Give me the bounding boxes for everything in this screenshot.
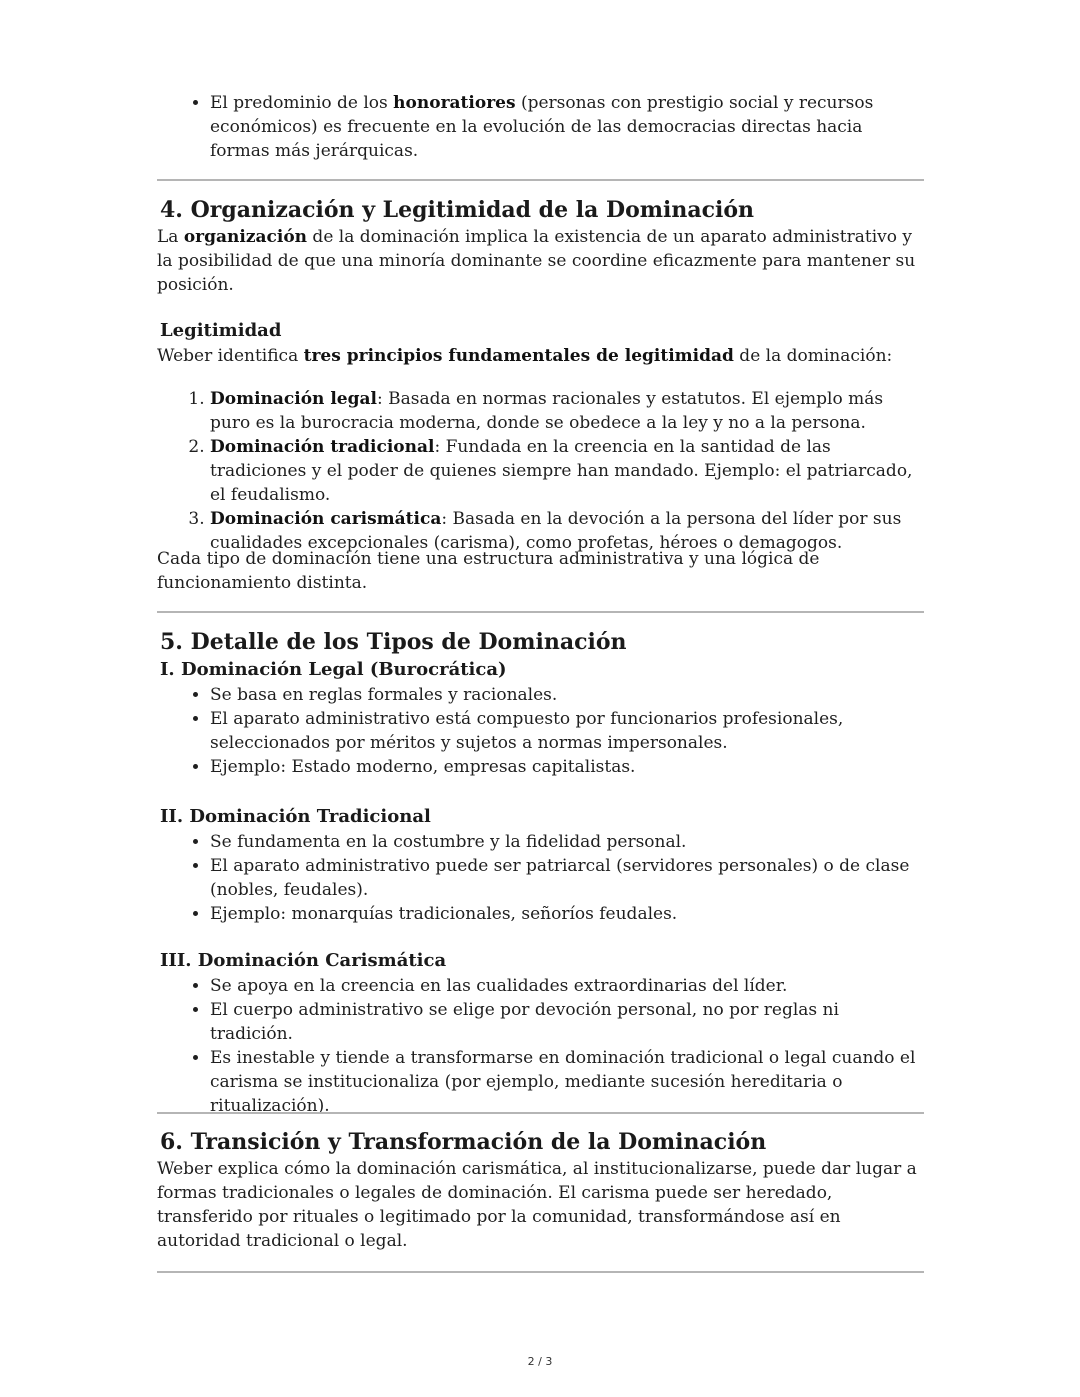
list-item: • Se basa en reglas formales y racionales. [210,683,924,707]
paragraph: Weber identifica tres principios fundamentales de legitimidad de la dominación: [157,346,893,366]
intro-block [157,91,924,163]
list-item: • Se fundamenta en la costumbre y la fidelidad personal. [210,830,924,854]
subsection-title: I. Dominación Legal (Burocrática) [160,659,507,680]
section-title: 4. Organización y Legitimidad de la Dominación [160,197,755,223]
list-item: • Se apoya en la creencia en las cualidades extraordinarias del líder. [210,974,924,998]
section-title: 6. Transición y Transformación de la Dominación [160,1129,767,1155]
section-divider [157,179,924,181]
section-divider [157,1112,924,1114]
page-indicator: 2 / 3 [527,1355,553,1368]
legitimacy-list [157,387,924,555]
list-item: • El predominio de los honoratiores (personas con prestigio social y recursos económicos) es frecuente en la evolución de las democracias directas hacia formas más jerárquicas. [210,91,924,163]
section-divider [157,611,924,613]
list-item: 2. Dominación tradicional: Fundada en la creencia en la santidad de las tradiciones y el poder de quienes siempre han mandado. Ejemplo: el patriarcado, el feudalismo. [210,435,924,507]
paragraph: La organización de la dominación implica la existencia de un aparato administrativo y la posibilidad de que una minoría dominante se coordine eficazmente para mantener su posición. [157,227,916,295]
legitimidad-block [157,318,924,368]
list-item: • El aparato administrativo está compuesto por funcionarios profesionales, seleccionados por méritos y sujetos a normas impersonales. [210,707,924,755]
list-item: • Ejemplo: monarquías tradicionales, señoríos feudales. [210,902,924,926]
list-item: • Es inestable y tiende a transformarse en dominación tradicional o legal cuando el carisma se institucionaliza (por ejemplo, mediante sucesión hereditaria o ritualización). [210,1046,924,1118]
list-item: 1. Dominación legal: Basada en normas racionales y estatutos. El ejemplo más puro es la burocracia moderna, donde se obedece a la ley y no a la persona. [210,387,924,435]
paragraph: Cada tipo de dominación tiene una estructura administrativa y una lógica de funcionamiento distinta. [157,549,820,593]
charismatic-block [157,948,924,1118]
legal-list [157,683,924,779]
list-item: 3. Dominación carismática: Basada en la devoción a la persona del líder por sus cualidades excepcionales (carisma), como profetas, héroes o demagogos. [210,507,924,555]
section-divider [157,1271,924,1273]
traditional-list [157,830,924,926]
list-item: • El aparato administrativo puede ser patriarcal (servidores personales) o de clase (nobles, feudales). [210,854,924,902]
subsection-title: II. Dominación Tradicional [160,806,431,827]
legitimacy-list-block [157,387,924,555]
traditional-block [157,804,924,926]
list-item: • Ejemplo: Estado moderno, empresas capitalistas. [210,755,924,779]
subsection-title: III. Dominación Carismática [160,950,447,971]
list-item: • El cuerpo administrativo se elige por devoción personal, no por reglas ni tradición. [210,998,924,1046]
closing-block [157,547,924,595]
section-6 [157,1127,924,1253]
paragraph: Weber explica cómo la dominación carismática, al institucionalizarse, puede dar lugar a formas tradicionales o legales de dominación. El carisma puede ser heredado, transferido por rituales o legitimado por la comunidad, transformándose así en autoridad tradicional o legal. [157,1159,917,1251]
section-5 [157,627,924,779]
charismatic-list [157,974,924,1118]
section-4 [157,195,924,297]
section-title: 5. Detalle de los Tipos de Dominación [160,629,627,655]
subsection-title: Legitimidad [160,320,282,341]
